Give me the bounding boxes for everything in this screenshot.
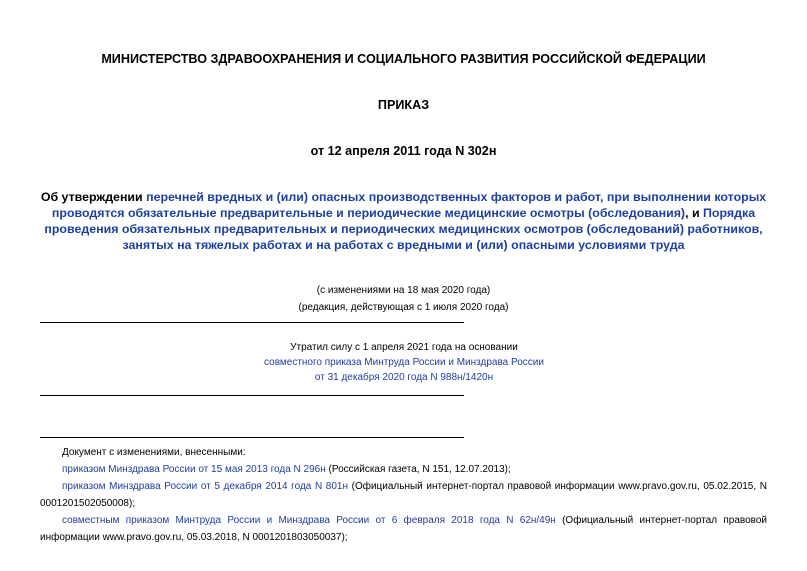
divider-middle — [40, 395, 464, 396]
amendment-source: (Российская газета, N 151, 12.07.2013); — [325, 464, 511, 475]
edition-note: (редакция, действующая с 1 июля 2020 года) — [298, 302, 509, 313]
title-link-lists[interactable]: перечней вредных и (или) опасных производственных факторов и работ, при выполнении которых проводятся обязательные предварительные и периодические медицинские осмотры (обследования) — [51, 190, 767, 220]
lost-force-text: Утратил силу с 1 апреля 2021 года на основании — [290, 342, 518, 353]
amendment-link[interactable]: приказом Минздрава России от 15 мая 2013 года N 296н — [62, 464, 326, 475]
document-title — [40, 189, 767, 253]
amendments-block — [40, 444, 767, 546]
title-prefix: Об утверждении — [40, 190, 147, 204]
lost-force-notice — [240, 340, 568, 385]
amendment-item — [40, 461, 767, 478]
order-heading: ПРИКАЗ — [377, 98, 430, 112]
lost-force-link-line1[interactable]: совместного приказа Минтруда России и Минздрава России — [264, 357, 544, 368]
title-link-procedure[interactable]: Порядка проведения обязательных предварительных и периодических медицинских осмотров (обследований) работников, занятых на тяжелых работах и на работах с вредными и (или) опасными условиями труда — [44, 206, 763, 252]
amendments-intro: Документ с изменениями, внесенными: — [62, 447, 246, 458]
changes-note: (с изменениями на 18 мая 2020 года) — [316, 285, 491, 296]
amendment-link[interactable]: совместным приказом Минтруда России и Минздрава России от 6 февраля 2018 года N 62н/49н — [62, 515, 556, 526]
amendment-source: (Официальный интернет-портал правовой информации www.pravo.gov.ru, 05.02.2015, N 0001201502050008); — [40, 481, 767, 509]
amendment-item — [40, 478, 767, 512]
amendment-link[interactable]: приказом Минздрава России от 5 декабря 2014 года N 801н — [62, 481, 348, 492]
lost-force-link-line2[interactable]: от 31 декабря 2020 года N 988н/1420н — [314, 372, 494, 383]
divider-bottom — [40, 437, 464, 438]
amendment-item — [40, 512, 767, 546]
divider-top — [40, 322, 464, 323]
order-date: от 12 апреля 2011 года N 302н — [310, 144, 497, 158]
amendment-source: (Официальный интернет-портал правовой информации www.pravo.gov.ru, 05.03.2018, N 0001201803050037); — [40, 515, 767, 543]
ministry-heading: МИНИСТЕРСТВО ЗДРАВООХРАНЕНИЯ И СОЦИАЛЬНОГО РАЗВИТИЯ РОССИЙСКОЙ ФЕДЕРАЦИИ — [101, 52, 706, 66]
title-middle: , и — [685, 206, 704, 220]
